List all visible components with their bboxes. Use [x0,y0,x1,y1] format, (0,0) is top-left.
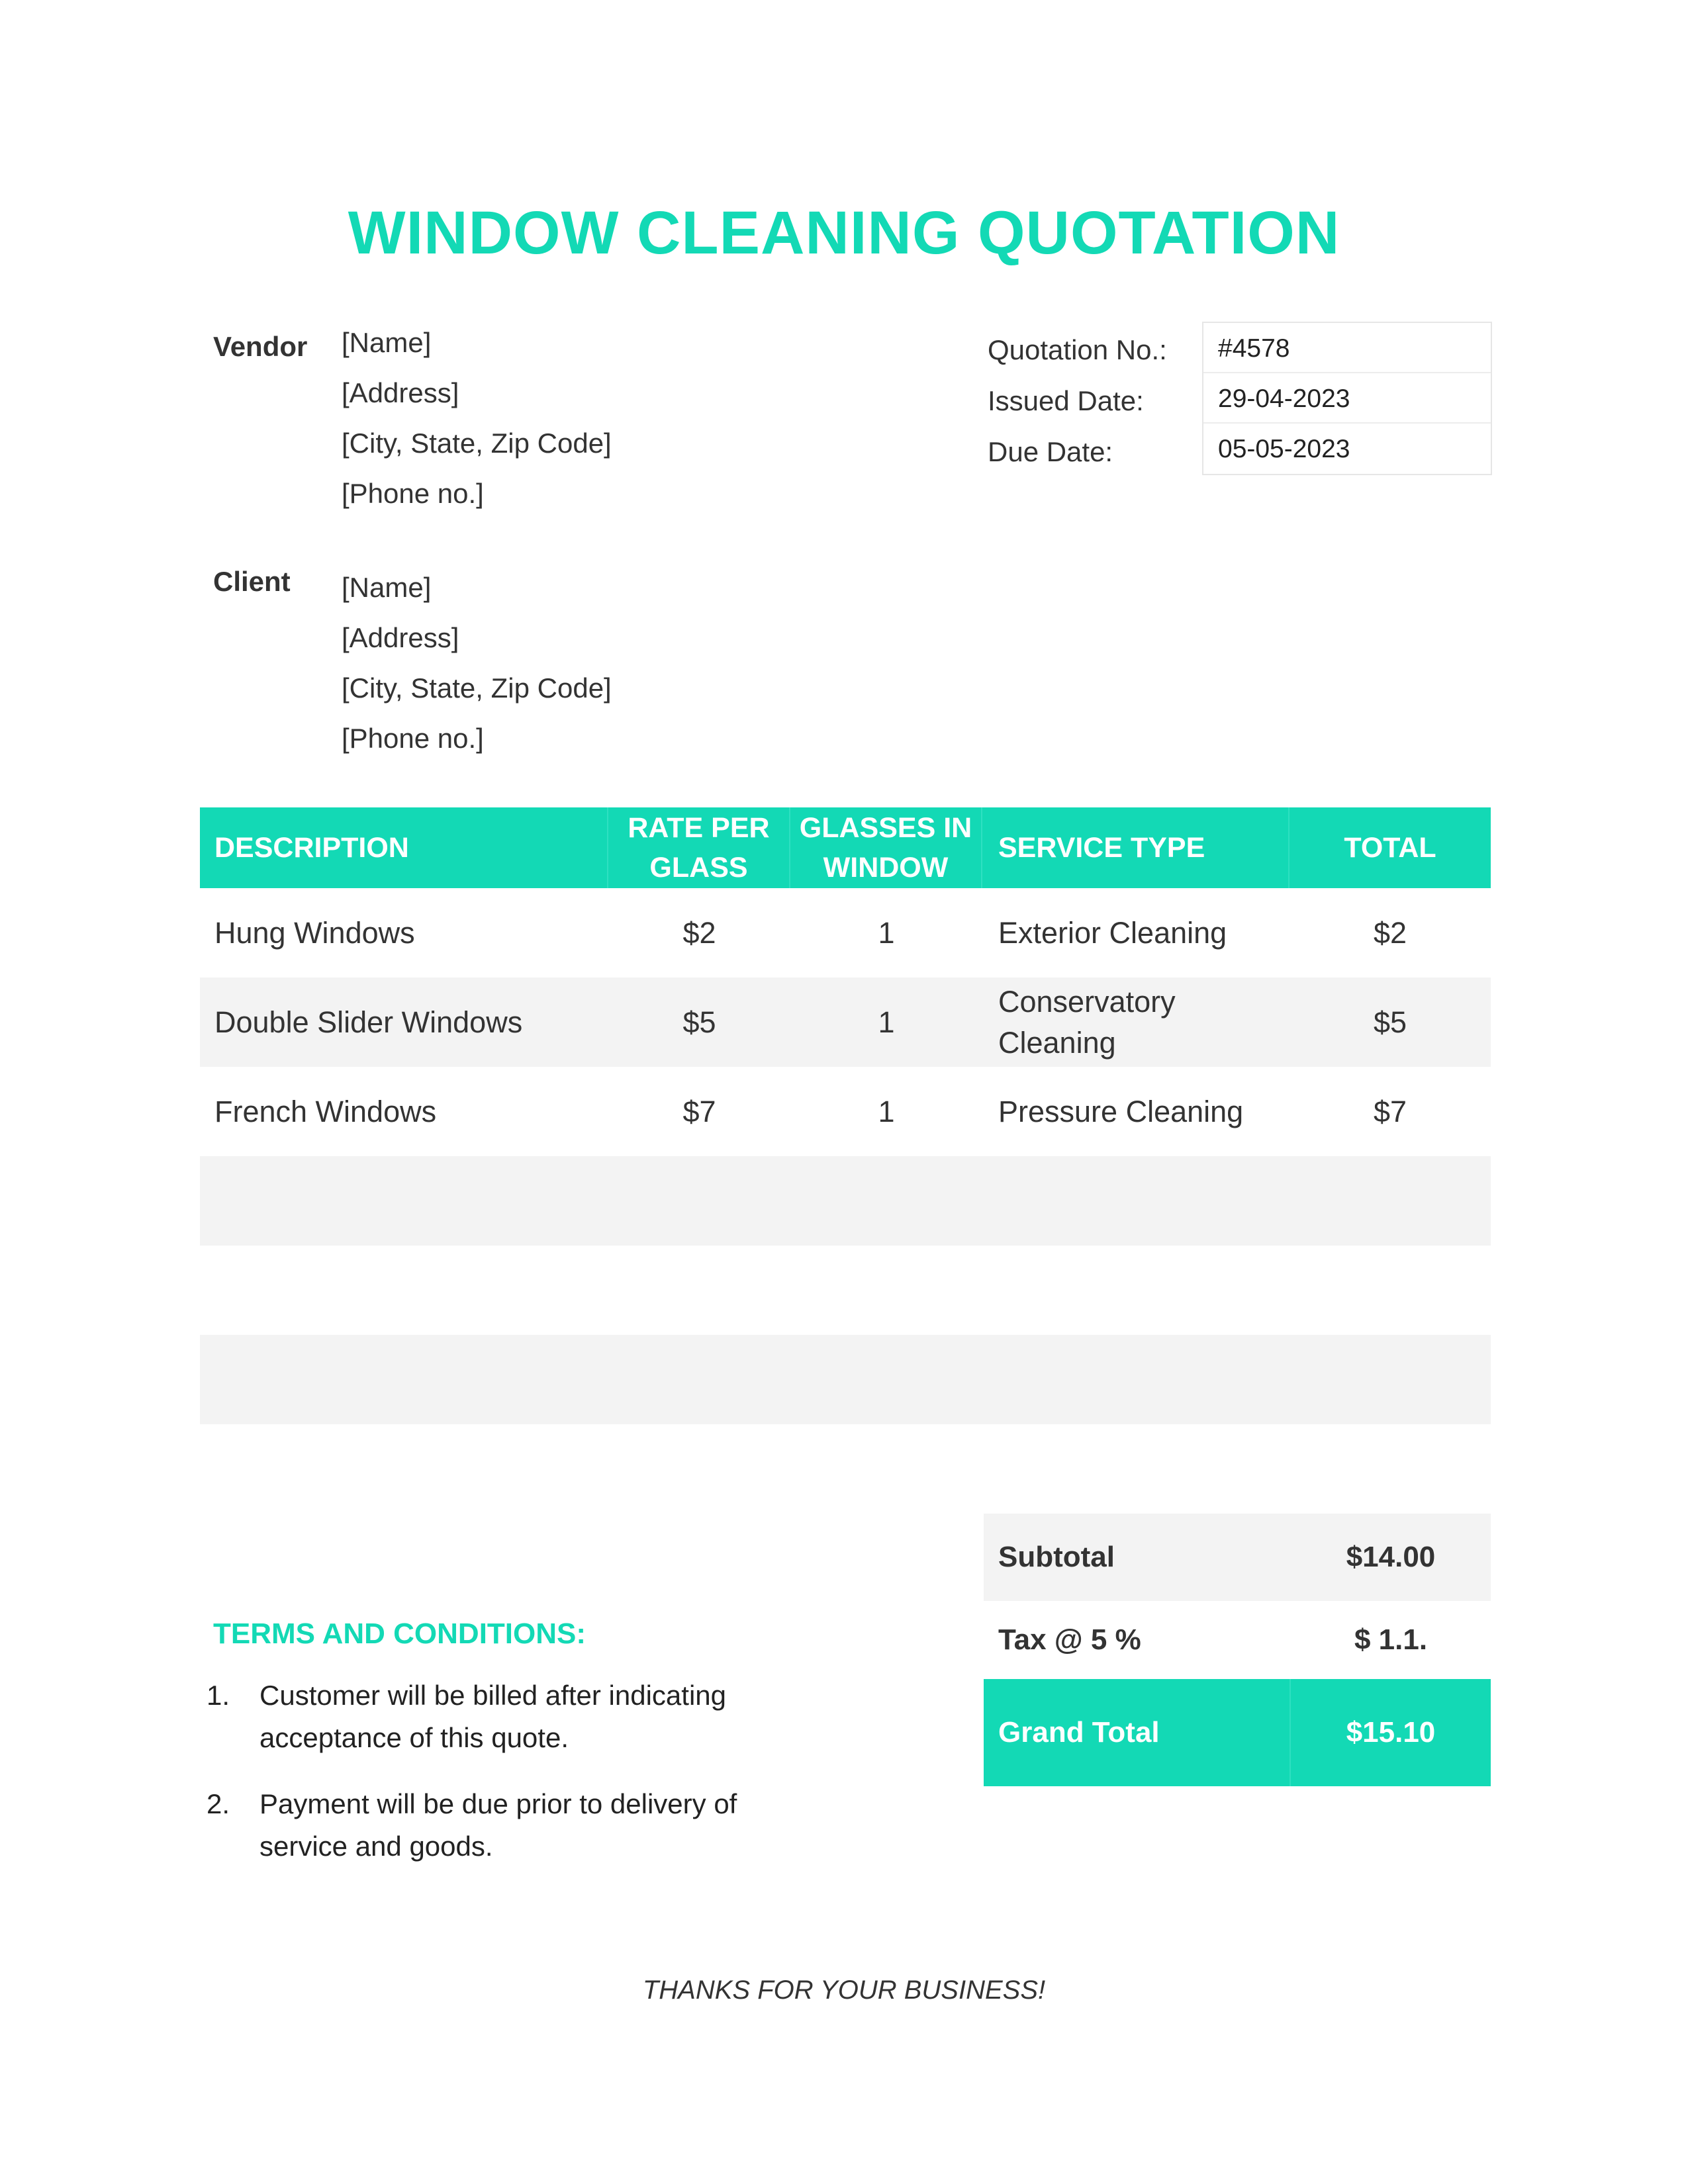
table-row-empty [200,1246,1491,1335]
footer-thanks: THANKS FOR YOUR BUSINESS! [642,1976,1046,2005]
row-total [1289,1246,1491,1335]
row-total: $7 [1373,1094,1407,1128]
vendor-details [342,318,612,519]
terms-item [207,1783,802,1868]
client-city: [City, State, Zip Code] [342,672,612,704]
client-details [342,563,612,764]
row-glasses: 1 [878,915,895,950]
table-row [200,978,1491,1067]
quote-meta-box [1202,322,1492,475]
vendor-label: Vendor [213,331,308,362]
row-rate [608,1246,790,1335]
row-service-type: Pressure Cleaning [998,1094,1244,1128]
table-row [200,1067,1491,1156]
terms-item-number: 2. [207,1788,230,1819]
row-glasses [790,1246,982,1335]
table-row-empty [200,1335,1491,1424]
row-total [1289,1156,1491,1246]
row-rate [608,1335,790,1424]
row-total: $2 [1373,915,1407,950]
row-service-type [982,1335,1289,1424]
terms-title: TERMS AND CONDITIONS: [213,1617,586,1650]
row-service-type: Exterior Cleaning [998,915,1227,950]
totals-box [984,1514,1491,1786]
client-phone: [Phone no.] [342,723,484,754]
row-service-type [982,1246,1289,1335]
table-row [200,888,1491,978]
vendor-name: [Name] [342,327,432,358]
table-header [200,807,1491,888]
client-label: Client [213,566,291,597]
table-row-empty [200,1156,1491,1246]
row-description [200,1246,608,1335]
row-glasses [790,1156,982,1246]
subtotal-row [984,1514,1491,1601]
terms-item-text: Customer will be billed after indicating acceptance of this quote. [259,1680,726,1753]
grand-total-row [984,1679,1491,1786]
row-service-type [982,1156,1289,1246]
header-description: DESCRIPTION [200,807,608,888]
vendor-phone: [Phone no.] [342,478,484,509]
row-description: Double Slider Windows [214,1005,523,1039]
page-title: WINDOW CLEANING QUOTATION [348,199,1340,267]
row-glasses: 1 [878,1094,895,1128]
due-date-value: 05-05-2023 [1218,435,1350,463]
terms-item-number: 1. [207,1680,230,1711]
row-glasses [790,1335,982,1424]
quotation-number-value: #4578 [1203,323,1491,373]
terms-item [207,1674,802,1759]
vendor-address: [Address] [342,377,459,408]
terms-list [207,1674,802,1891]
tax-row [984,1601,1491,1679]
terms-item-text: Payment will be due prior to delivery of service and goods. [259,1788,737,1862]
header-total: TOTAL [1344,832,1436,864]
grand-total-value: $15.10 [1346,1716,1436,1749]
issued-date-label: Issued Date: [988,385,1144,416]
tax-label: Tax @ 5 % [998,1623,1141,1656]
row-glasses: 1 [878,1005,895,1039]
row-total [1289,1335,1491,1424]
subtotal-label: Subtotal [998,1541,1115,1573]
due-date-label: Due Date: [988,436,1113,467]
header-service-type: SERVICE TYPE [982,807,1289,888]
row-description [200,1156,608,1246]
header-rate: RATE PER GLASS [608,807,790,888]
quotation-number-label: Quotation No.: [988,334,1167,365]
row-rate: $5 [682,1005,716,1039]
client-address: [Address] [342,622,459,653]
row-description: Hung Windows [214,915,415,950]
quote-meta-labels [988,324,1167,477]
row-description: French Windows [214,1094,437,1128]
grand-total-label: Grand Total [984,1679,1291,1786]
items-table [200,807,1491,1424]
issued-date-value: 29-04-2023 [1203,373,1491,424]
tax-value: $ 1.1. [1354,1623,1428,1656]
row-rate: $7 [682,1094,716,1128]
client-name: [Name] [342,572,432,603]
header-glasses: GLASSES IN WINDOW [790,807,982,888]
row-description [200,1335,608,1424]
row-rate: $2 [682,915,716,950]
vendor-city: [City, State, Zip Code] [342,428,612,459]
row-rate [608,1156,790,1246]
row-service-type: Conservatory Cleaning [998,984,1176,1060]
subtotal-value: $14.00 [1346,1541,1436,1573]
row-total: $5 [1373,1005,1407,1039]
